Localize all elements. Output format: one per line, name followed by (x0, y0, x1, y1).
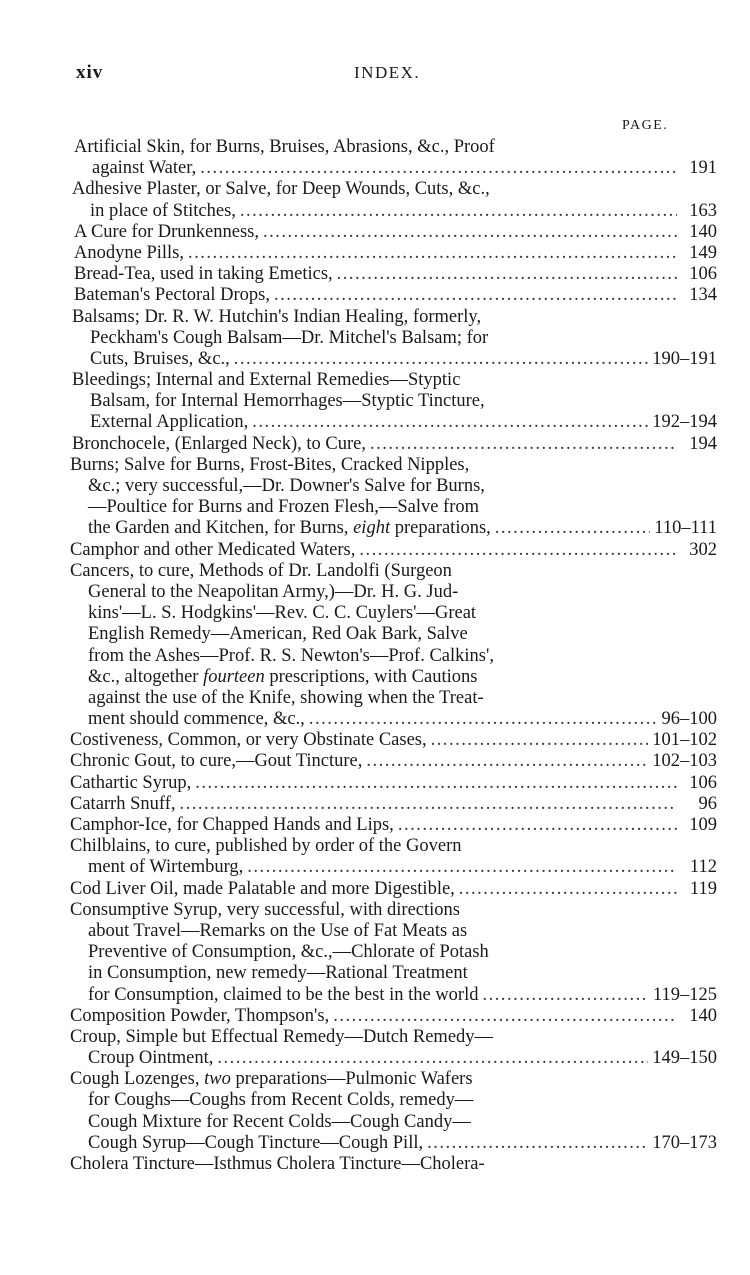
entry-page-number: 190–191 (652, 348, 717, 369)
entry-page-number: 109 (689, 815, 717, 835)
entry-text: Chilblains, to cure, published by order of the Govern (70, 836, 462, 857)
entry-page-number: 140 (689, 221, 717, 242)
entry-text: ment should commence, &c., (88, 709, 305, 730)
index-entry (52, 1027, 717, 1069)
leader-dots (200, 158, 677, 179)
entry-text: Balsam, for Internal Hemorrhages—Styptic Tincture, (90, 391, 485, 412)
leader-dots (252, 412, 648, 433)
entry-page-number: 119–125 (652, 984, 717, 1005)
index-entry (52, 1006, 717, 1027)
entry-text: Cuts, Bruises, &c., (90, 348, 230, 369)
entry-text: in Consumption, new remedy—Rational Treatment (88, 963, 468, 984)
index-entry (52, 370, 717, 434)
leader-dots (398, 815, 677, 836)
entry-text: Cathartic Syrup, (70, 772, 192, 793)
entry-text: Catarrh Snuff, (70, 793, 176, 814)
entry-text: Bateman's Pectoral Drops, (74, 285, 270, 306)
index-entry (52, 307, 717, 371)
index-entry (52, 794, 717, 815)
entry-text: against the use of the Knife, showing when the Treat- (88, 687, 484, 708)
index-entry (52, 285, 717, 306)
entry-page-number: 106 (689, 772, 717, 793)
entry-text: Burns; Salve for Burns, Frost-Bites, Cracked Nipples, (70, 454, 470, 475)
page-folio: xiv (76, 62, 104, 83)
entry-text: Bleedings; Internal and External Remedies—Styptic (72, 370, 461, 391)
index-entry (52, 243, 717, 264)
entry-page-number: 192–194 (652, 412, 717, 433)
leader-dots (274, 285, 677, 306)
entry-page-number: 110–111 (654, 518, 717, 539)
index-entry (52, 222, 717, 243)
entry-text: for Coughs—Coughs from Recent Colds, remedy— (88, 1090, 474, 1111)
index-entry (52, 264, 717, 285)
entry-text: A Cure for Drunkenness, (74, 221, 259, 242)
entry-text: Cough Mixture for Recent Colds—Cough Candy— (88, 1111, 471, 1132)
leader-dots (240, 201, 677, 222)
leader-dots (366, 751, 648, 772)
index-entry (52, 879, 717, 900)
leader-dots (309, 709, 658, 730)
index-entry (52, 900, 717, 1006)
leader-dots (188, 243, 677, 264)
entry-page-number: 140 (689, 1005, 717, 1026)
entry-text: Cancers, to cure, Methods of Dr. Landolfi (Surgeon (70, 560, 452, 581)
entry-page-number: 134 (689, 285, 717, 306)
entry-text: Bread-Tea, used in taking Emetics, (74, 264, 333, 285)
entry-page-number: 102–103 (652, 751, 717, 772)
entry-text: about Travel—Remarks on the Use of Fat Meats as (88, 920, 468, 941)
entry-text: Cough Syrup—Cough Tincture—Cough Pill, (88, 1132, 424, 1153)
entry-page-number: 194 (689, 433, 717, 454)
index-entry (52, 1154, 717, 1175)
leader-dots (234, 349, 648, 370)
leader-dots (195, 773, 677, 794)
entry-text: Croup, Simple but Effectual Remedy—Dutch Remedy— (70, 1026, 494, 1047)
entry-page-number: 112 (689, 857, 717, 878)
leader-dots (333, 1006, 677, 1027)
leader-dots (483, 985, 649, 1006)
index-entry (52, 137, 717, 179)
index-entry (52, 179, 717, 221)
entry-text: Costiveness, Common, or very Obstinate Cases, (70, 730, 427, 751)
entry-text: Balsams; Dr. R. W. Hutchin's Indian Healing, formerly, (72, 306, 482, 327)
index-entry (52, 730, 717, 751)
index-entry (52, 815, 717, 836)
leader-dots (263, 222, 677, 243)
entry-text: Consumptive Syrup, very successful, with directions (70, 899, 460, 920)
entry-text: Camphor and other Medicated Waters, (70, 539, 356, 560)
index-entry (52, 751, 717, 772)
entry-text: General to the Neapolitan Army,)—Dr. H. G. Jud- (88, 581, 459, 602)
index-entry (52, 773, 717, 794)
entry-page-number: 163 (689, 200, 717, 221)
entry-text: —Poultice for Burns and Frozen Flesh,—Salve from (88, 497, 480, 518)
entry-page-number: 106 (689, 264, 717, 285)
index-entry (52, 836, 717, 878)
entry-page-number: 170–173 (652, 1132, 717, 1153)
entry-page-number: 96–100 (661, 709, 717, 730)
entry-text: Chronic Gout, to cure,—Gout Tincture, (70, 751, 363, 772)
leader-dots (427, 1133, 648, 1154)
entry-text: Cod Liver Oil, made Palatable and more Digestible, (70, 878, 455, 899)
page-column-label: PAGE. (622, 118, 669, 133)
entry-text: &c.; very successful,—Dr. Downer's Salve for Burns, (88, 476, 485, 496)
index-entry (52, 455, 717, 540)
entry-text: Cough Lozenges, two preparations—Pulmonic Wafers (70, 1069, 473, 1090)
leader-dots (247, 857, 677, 878)
page-title: INDEX. (354, 63, 421, 82)
entry-text: for Consumption, claimed to be the best in the world (88, 984, 479, 1005)
entry-text: Preventive of Consumption, &c.,—Chlorate of Potash (88, 942, 489, 963)
entry-text: &c., altogether fourteen prescriptions, with Cautions (88, 666, 478, 687)
leader-dots (431, 730, 649, 751)
entry-text: from the Ashes—Prof. R. S. Newton's—Prof. Calkins', (88, 645, 494, 666)
leader-dots (337, 264, 677, 285)
entry-page-number: 302 (689, 539, 717, 560)
leader-dots (359, 540, 677, 561)
entry-text: in place of Stitches, (90, 200, 236, 221)
index-entries (52, 137, 717, 1175)
entry-text: Croup Ointment, (88, 1048, 214, 1069)
entry-text: kins'—L. S. Hodgkins'—Rev. C. C. Cuylers'—Great (88, 603, 477, 624)
entry-text: Peckham's Cough Balsam—Dr. Mitchel's Balsam; for (90, 327, 489, 348)
entry-page-number: 149–150 (652, 1048, 717, 1069)
entry-text: against Water, (92, 158, 197, 179)
leader-dots (370, 434, 677, 455)
index-entry (52, 434, 717, 455)
leader-dots (459, 879, 677, 900)
index-entry (52, 540, 717, 561)
entry-text: External Application, (90, 412, 249, 433)
entry-text: the Garden and Kitchen, for Burns, eight preparations, (88, 518, 491, 539)
leader-dots (495, 518, 651, 539)
leader-dots (180, 794, 678, 815)
entry-text: English Remedy—American, Red Oak Bark, Salve (88, 624, 468, 645)
index-entry (52, 561, 717, 731)
entry-page-number: 191 (689, 158, 717, 179)
entry-page-number: 149 (689, 242, 717, 263)
entry-text: ment of Wirtemburg, (88, 857, 244, 878)
leader-dots (217, 1048, 648, 1069)
entry-page-number: 119 (689, 878, 717, 899)
index-entry (52, 1069, 717, 1154)
entry-text: Camphor-Ice, for Chapped Hands and Lips, (70, 815, 394, 835)
entry-text: Cholera Tincture—Isthmus Cholera Tincture—Cholera- (70, 1154, 485, 1174)
entry-page-number: 101–102 (652, 730, 717, 751)
entry-page-number: 96 (698, 793, 717, 814)
entry-text: Bronchocele, (Enlarged Neck), to Cure, (72, 433, 367, 454)
entry-text: Composition Powder, Thompson's, (70, 1005, 330, 1026)
entry-text: Adhesive Plaster, or Salve, for Deep Wounds, Cuts, &c., (72, 179, 490, 200)
entry-text: Artificial Skin, for Burns, Bruises, Abrasions, &c., Proof (74, 137, 495, 157)
entry-text: Anodyne Pills, (74, 242, 184, 263)
